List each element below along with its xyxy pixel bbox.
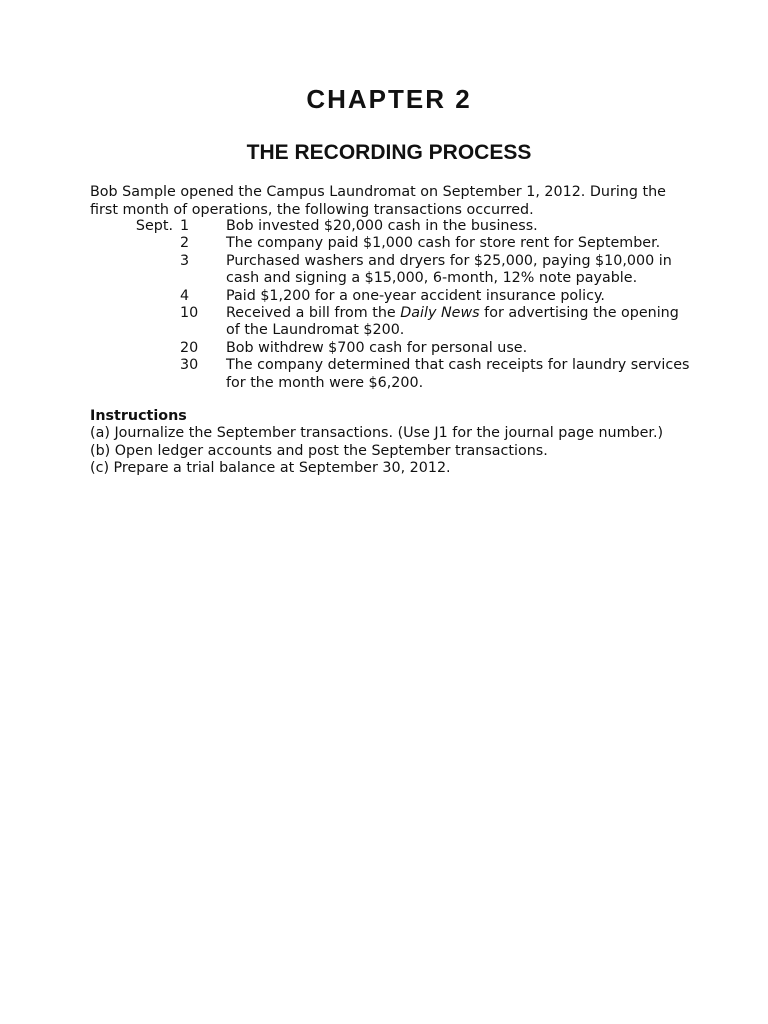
transaction-day: 2 bbox=[180, 235, 190, 252]
intro-paragraph: Bob Sample opened the Campus Laundromat on September 1, 2012. During the first month of operations, the following transactions occurred. bbox=[90, 184, 666, 218]
transaction-day: 4 bbox=[180, 287, 190, 304]
transaction-row bbox=[90, 253, 710, 288]
chapter-heading: CHAPTER 2 bbox=[306, 84, 472, 114]
transaction-row bbox=[90, 305, 710, 340]
instructions-section bbox=[90, 408, 710, 478]
transaction-day: 3 bbox=[180, 252, 190, 269]
newspaper-name: Daily News bbox=[400, 305, 480, 322]
transaction-text: Purchased washers and dryers for $25,000, paying $10,000 in cash and signing a $15,000, 6-month, 12% note payable. bbox=[226, 252, 672, 287]
transaction-text: Paid $1,200 for a one-year accident insurance policy. bbox=[226, 287, 605, 304]
transaction-row bbox=[90, 218, 710, 235]
transaction-row bbox=[90, 288, 710, 305]
transaction-text bbox=[226, 305, 696, 340]
transaction-text-part: Received a bill from the bbox=[226, 305, 401, 322]
transaction-list bbox=[90, 218, 710, 392]
instruction-item: (b) Open ledger accounts and post the September transactions. bbox=[90, 442, 548, 459]
transaction-day: 1 bbox=[180, 218, 190, 234]
transaction-day: 10 bbox=[180, 305, 199, 322]
instructions-heading: Instructions bbox=[90, 408, 187, 424]
transaction-text: The company determined that cash receipts for laundry services for the month were $6,200. bbox=[226, 357, 690, 391]
transaction-text: Bob withdrew $700 cash for personal use. bbox=[226, 339, 528, 356]
transaction-row bbox=[90, 235, 710, 252]
instruction-item: (a) Journalize the September transactions. (Use J1 for the journal page number.) bbox=[90, 425, 664, 442]
transaction-day: 20 bbox=[180, 339, 199, 356]
transaction-row bbox=[90, 340, 710, 357]
transaction-text: The company paid $1,000 cash for store rent for September. bbox=[226, 235, 661, 252]
chapter-title: THE RECORDING PROCESS bbox=[246, 141, 532, 164]
transaction-row bbox=[90, 357, 710, 392]
transaction-text: Bob invested $20,000 cash in the business. bbox=[226, 218, 538, 234]
instruction-item: (c) Prepare a trial balance at September 30, 2012. bbox=[90, 460, 451, 477]
transaction-month: Sept. bbox=[135, 218, 173, 234]
transaction-day: 30 bbox=[180, 357, 199, 374]
transaction-text-part: for advertising the opening of the Laundromat $200. bbox=[226, 305, 679, 339]
